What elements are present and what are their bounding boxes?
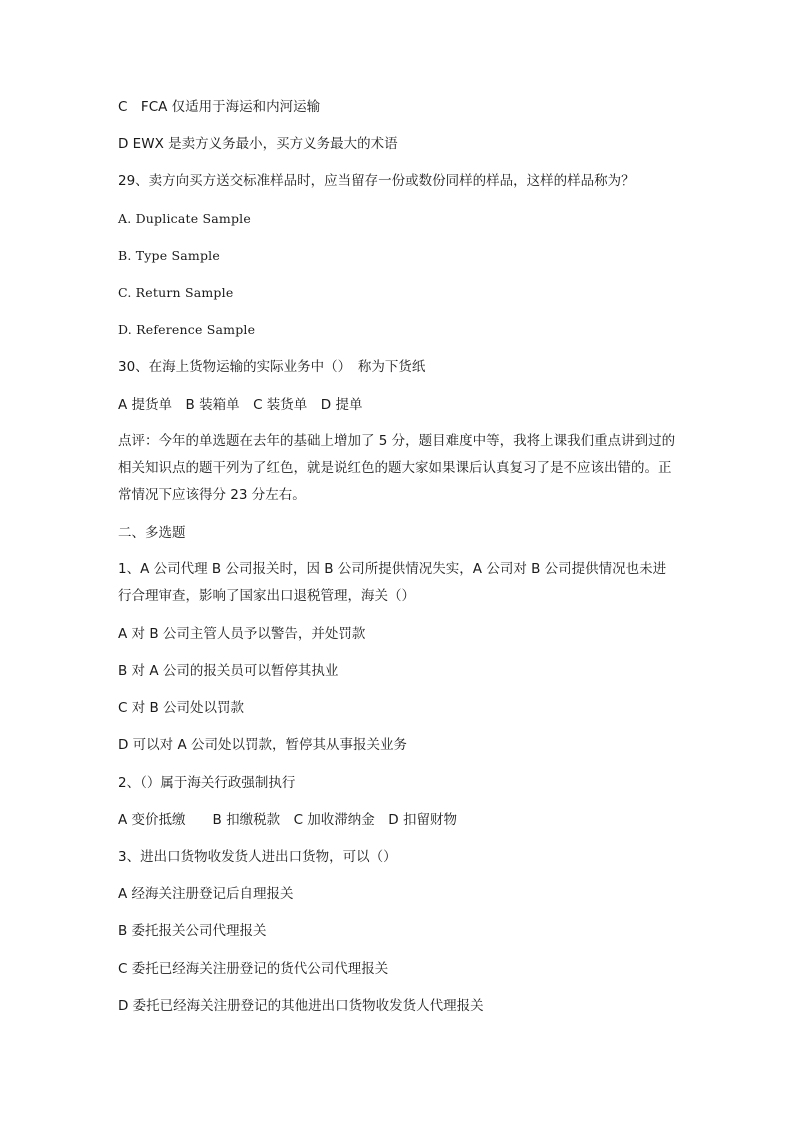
- comment-paragraph: 点评：今年的单选题在去年的基础上增加了 5 分，题目难度中等，我将上课我们重点讲到过的相关知识点的题干列为了红色，就是说红色的题大家如果课后认真复习了是不应该出错的。正常情况下应该得分 23 分左右。: [118, 432, 676, 503]
- option-line-d-ewx: D EWX 是卖方义务最小，买方义务最大的术语: [118, 136, 398, 153]
- question-29-option-b: B. Type Sample: [118, 247, 220, 263]
- multi-question-3-option-b: B 委托报关公司代理报关: [118, 923, 267, 940]
- multi-question-1-option-c: C 对 B 公司处以罚款: [118, 700, 245, 717]
- multi-question-2-stem: 2、（）属于海关行政强制执行: [118, 774, 296, 791]
- multi-question-1-stem: 1、A 公司代理 B 公司报关时，因 B 公司所提供情况失实，A 公司对 B 公司提供情况也未进行合理审查，影响了国家出口退税管理，海关（）: [118, 560, 667, 604]
- document-body: [118, 97, 678, 1033]
- multi-question-3-option-c: C 委托已经海关注册登记的货代公司代理报关: [118, 960, 389, 977]
- multi-question-3-stem: 3、进出口货物收发货人进出口货物，可以（）: [118, 849, 397, 865]
- multi-question-1-option-b: B 对 A 公司的报关员可以暂停其执业: [118, 663, 339, 680]
- question-29-option-d: D. Reference Sample: [118, 322, 256, 338]
- option-line-c-fca: C FCA 仅适用于海运和内河运输: [118, 99, 321, 115]
- section-title-multiple-choice: 二、多选题: [118, 524, 186, 541]
- question-30-stem: 30、在海上货物运输的实际业务中（） 称为下货纸: [118, 359, 426, 376]
- question-29-option-a: A. Duplicate Sample: [118, 210, 251, 226]
- question-29-option-c: C. Return Sample: [118, 284, 234, 300]
- multi-question-1-option-d: D 可以对 A 公司处以罚款，暂停其从事报关业务: [118, 737, 408, 754]
- multi-question-1-option-a: A 对 B 公司主管人员予以警告，并处罚款: [118, 625, 366, 642]
- question-29-stem: 29、卖方向买方送交标准样品时，应当留存一份或数份同样的样品，这样的样品称为？: [118, 173, 635, 190]
- multi-question-3-option-d: D 委托已经海关注册登记的其他进出口货物收发货人代理报关: [118, 997, 484, 1014]
- question-30-options: A 提货单 B 装箱单 C 装货单 D 提单: [118, 396, 363, 413]
- multi-question-2-options: A 变价抵缴 B 扣缴税款 C 加收滞纳金 D 扣留财物: [118, 811, 457, 828]
- multi-question-3-option-a: A 经海关注册登记后自理报关: [118, 886, 294, 903]
